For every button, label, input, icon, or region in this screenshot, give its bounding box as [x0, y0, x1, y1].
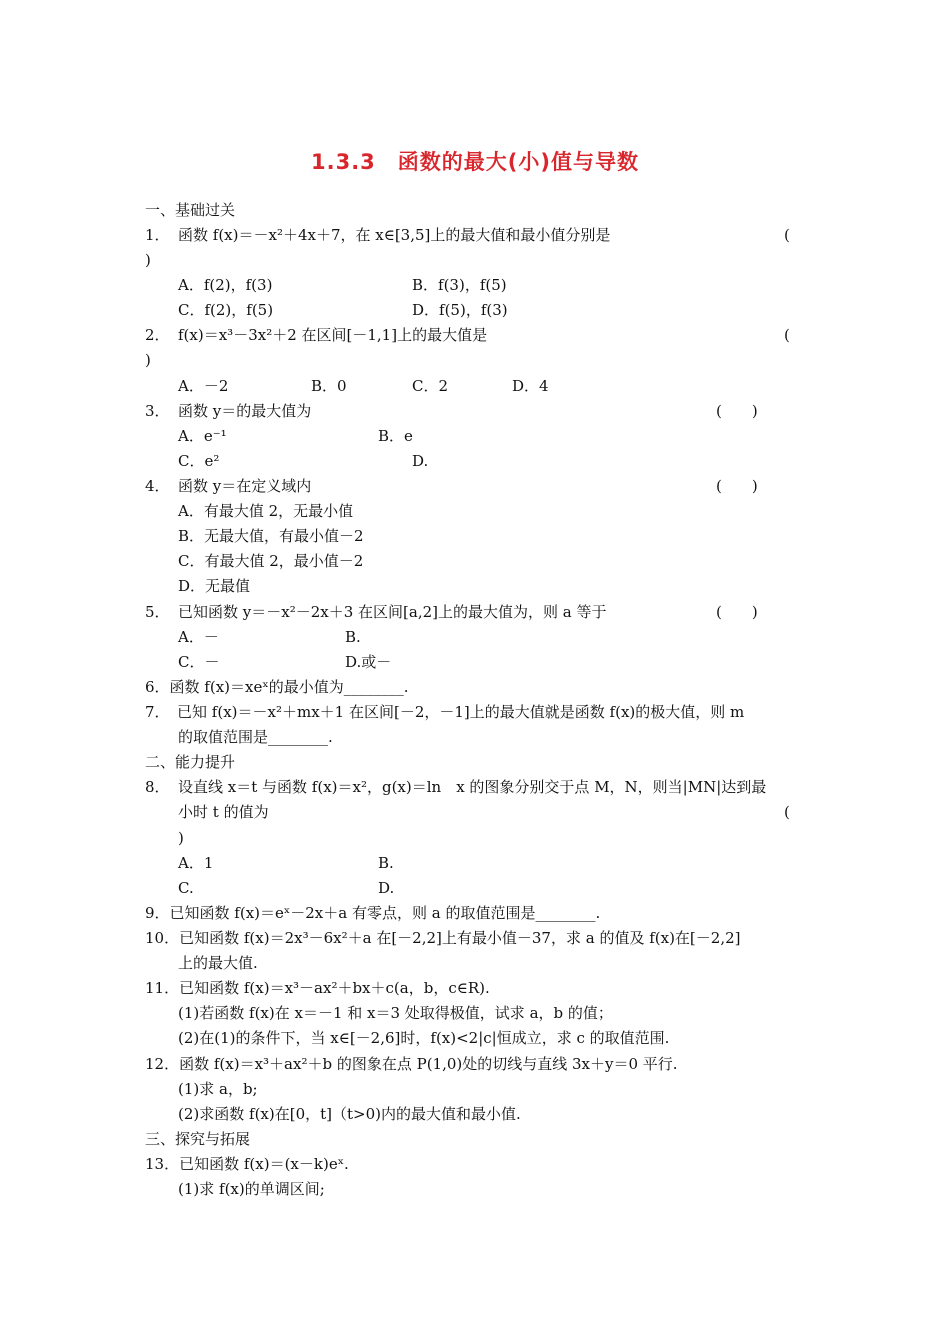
question-13-line-1: 13．已知函数 f(x)＝(x－k)eˣ.	[145, 1155, 349, 1173]
option-a: A．－	[178, 628, 219, 646]
option-b: B．e	[378, 427, 413, 445]
answer-paren-open: (	[784, 226, 790, 244]
question-3-text: 函数 y＝的最大值为	[178, 402, 312, 420]
answer-paren-open: (	[784, 803, 790, 821]
option-d: D．f(5)，f(3)	[412, 301, 508, 319]
question-5-text: 已知函数 y＝－x²－2x＋3 在区间[a,2]上的最大值为，则 a 等于	[178, 603, 607, 621]
question-11-part-1: (1)若函数 f(x)在 x＝－1 和 x＝3 处取得极值，试求 a，b 的值；	[178, 1004, 613, 1022]
option-d: D.或－	[345, 653, 392, 671]
question-11-line-1: 11．已知函数 f(x)＝x³－ax²＋bx＋c(a，b，c∈R).	[145, 979, 490, 997]
answer-paren: ( )	[716, 402, 758, 420]
option-c: C．f(2)，f(5)	[178, 301, 274, 319]
option-b: B.	[345, 628, 361, 646]
option-c: C.	[178, 879, 194, 897]
option-d: D．无最值	[178, 577, 251, 595]
option-c: C．e²	[178, 452, 220, 470]
section-heading-2: 二、能力提升	[145, 753, 236, 771]
option-d: D.	[378, 879, 395, 897]
question-7-line-2: 的取值范围是________.	[178, 728, 333, 746]
question-5-number: 5．	[145, 603, 170, 621]
option-d: D．4	[512, 377, 549, 395]
question-10-line-1: 10．已知函数 f(x)＝2x³－6x²＋a 在[－2,2]上有最小值－37，求 a 的值及 f(x)在[－2,2]	[145, 929, 741, 947]
question-11-part-2: (2)在(1)的条件下，当 x∈[－2,6]时，f(x)<2|c|恒成立，求 c 的取值范围.	[178, 1029, 670, 1047]
question-2-number: 2．	[145, 326, 170, 344]
question-12-part-2: (2)求函数 f(x)在[0，t]（t>0)内的最大值和最小值.	[178, 1105, 521, 1123]
answer-paren: ( )	[716, 603, 758, 621]
answer-paren-close: )	[145, 251, 151, 269]
option-b: B.	[378, 854, 394, 872]
question-9: 9．已知函数 f(x)＝eˣ－2x＋a 有零点，则 a 的取值范围是________.	[145, 904, 601, 922]
answer-paren: ( )	[716, 477, 758, 495]
question-7-line-1: 7． 已知 f(x)＝－x²＋mx＋1 在区间[－2，－1]上的最大值就是函数 f(x)的极大值，则 m	[145, 703, 745, 721]
option-b: B．f(3)，f(5)	[412, 276, 507, 294]
question-4-number: 4．	[145, 477, 170, 495]
option-a: A．－2	[178, 377, 229, 395]
option-b: B．0	[311, 377, 347, 395]
option-a: A．f(2)，f(3)	[178, 276, 273, 294]
question-8-line-1: 设直线 x＝t 与函数 f(x)＝x²，g(x)＝ln x 的图象分别交于点 M，N，则当|MN|达到最	[178, 778, 767, 796]
section-heading-3: 三、探究与拓展	[145, 1130, 251, 1148]
question-1-number: 1．	[145, 226, 170, 244]
option-a: A．e⁻¹	[178, 427, 227, 445]
option-c: C．－	[178, 653, 220, 671]
question-4-text: 函数 y＝在定义域内	[178, 477, 312, 495]
answer-paren-close: )	[178, 829, 184, 847]
question-8-line-2: 小时 t 的值为	[178, 803, 269, 821]
question-3-number: 3．	[145, 402, 170, 420]
question-10-line-2: 上的最大值.	[178, 954, 258, 972]
question-1-text: 函数 f(x)＝－x²＋4x＋7，在 x∈[3,5]上的最大值和最小值分别是	[178, 226, 611, 244]
question-8-number: 8．	[145, 778, 170, 796]
option-a: A．有最大值 2，无最小值	[178, 502, 354, 520]
question-13-part-1: (1)求 f(x)的单调区间;	[178, 1180, 325, 1198]
question-12-part-1: (1)求 a，b;	[178, 1080, 258, 1098]
answer-paren-close: )	[145, 351, 151, 369]
question-2-text: f(x)＝x³－3x²＋2 在区间[－1,1]上的最大值是	[178, 326, 488, 344]
question-6: 6．函数 f(x)＝xeˣ的最小值为________.	[145, 678, 409, 696]
option-c: C．有最大值 2，最小值－2	[178, 552, 364, 570]
option-d: D.	[412, 452, 429, 470]
page-title: 1.3.3 函数的最大(小)值与导数	[311, 150, 639, 174]
option-b: B．无最大值，有最小值－2	[178, 527, 364, 545]
question-12-line-1: 12．函数 f(x)＝x³＋ax²＋b 的图象在点 P(1,0)处的切线与直线 3x＋y＝0 平行.	[145, 1055, 678, 1073]
answer-paren-open: (	[784, 326, 790, 344]
option-c: C．2	[412, 377, 449, 395]
option-a: A．1	[178, 854, 214, 872]
section-heading-1: 一、基础过关	[145, 201, 236, 219]
